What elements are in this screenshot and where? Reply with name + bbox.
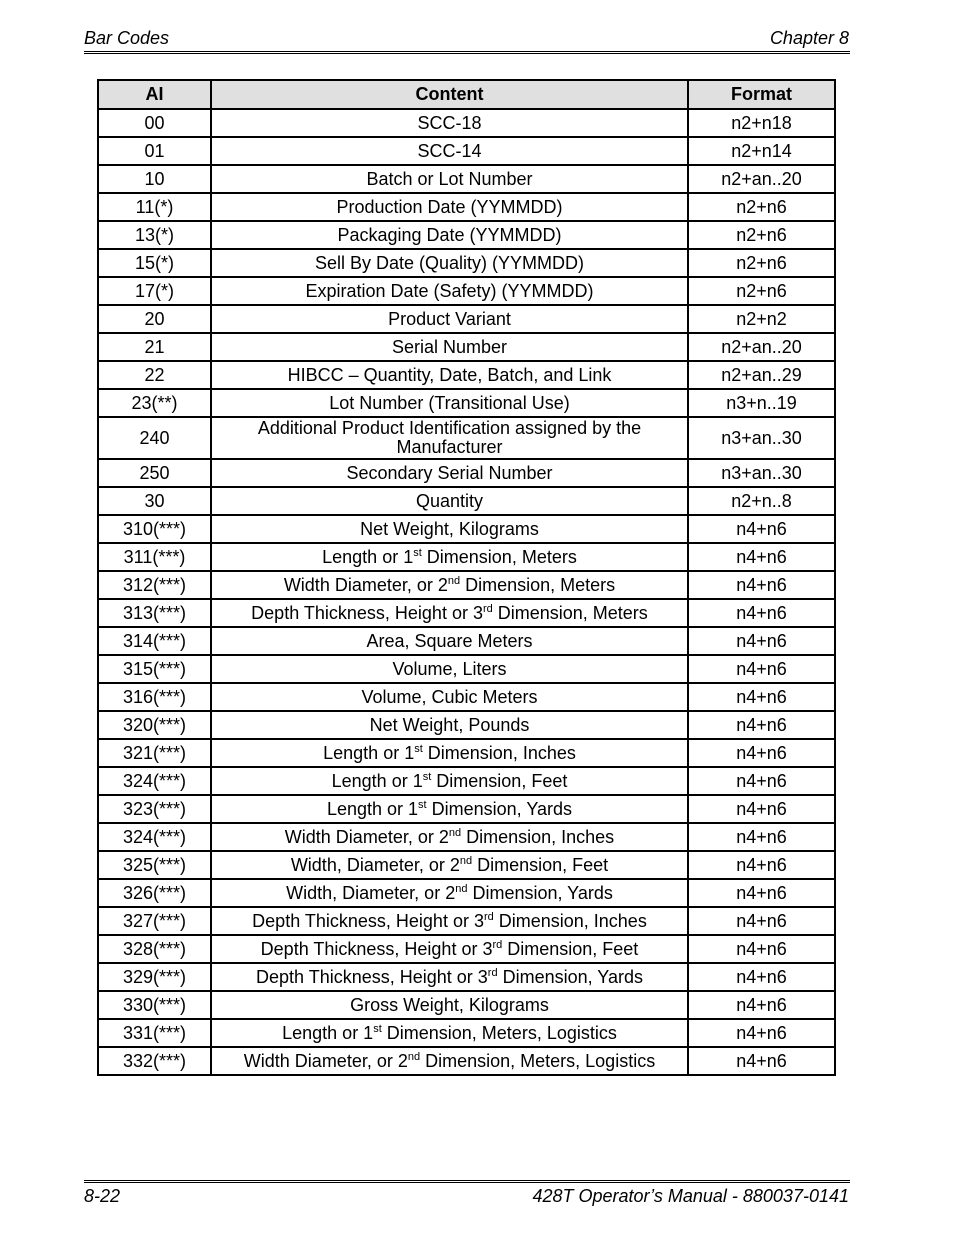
content-text: SCC-18 — [417, 112, 482, 133]
format-cell: n4+n6 — [688, 683, 835, 711]
table-row — [98, 333, 835, 361]
content-text: HIBCC – Quantity, Date, Batch, and Link — [287, 364, 612, 385]
format-cell: n4+n6 — [688, 627, 835, 655]
table-row — [98, 795, 835, 823]
table-row — [98, 277, 835, 305]
ai-cell: 329(***) — [98, 963, 211, 991]
manual-title: 428T Operator’s Manual - 880037-0141 — [532, 1186, 849, 1206]
content-text: Secondary Serial Number — [346, 462, 553, 483]
ai-cell: 01 — [98, 137, 211, 165]
ordinal-suffix: rd — [487, 966, 498, 979]
ai-cell: 22 — [98, 361, 211, 389]
content-text: Quantity — [415, 490, 484, 511]
table-row — [98, 879, 835, 907]
ai-cell: 10 — [98, 165, 211, 193]
table-row — [98, 487, 835, 515]
content-cell — [211, 879, 688, 907]
ai-cell: 240 — [98, 417, 211, 459]
ai-cell: 332(***) — [98, 1047, 211, 1075]
content-cell — [211, 543, 688, 571]
ai-cell: 30 — [98, 487, 211, 515]
ordinal-suffix: rd — [482, 602, 493, 615]
table-row — [98, 389, 835, 417]
table-row — [98, 655, 835, 683]
content-cell — [211, 277, 688, 305]
ordinal-suffix: nd — [448, 826, 462, 839]
content-cell — [211, 459, 688, 487]
table-row — [98, 991, 835, 1019]
content-cell — [211, 165, 688, 193]
table-row — [98, 221, 835, 249]
content-cell — [211, 1047, 688, 1075]
column-header-content: Content — [211, 80, 688, 109]
content-text-after: Dimension, Meters — [492, 602, 648, 623]
ordinal-suffix: st — [373, 1022, 382, 1035]
content-text: Net Weight, Kilograms — [360, 518, 539, 539]
content-text: Net Weight, Pounds — [369, 714, 530, 735]
column-header-format: Format — [688, 80, 835, 109]
format-cell: n4+n6 — [688, 851, 835, 879]
ai-cell: 325(***) — [98, 851, 211, 879]
ai-cell: 327(***) — [98, 907, 211, 935]
content-cell — [211, 1019, 688, 1047]
format-cell: n2+an..20 — [688, 333, 835, 361]
table-row — [98, 305, 835, 333]
content-text: Width Diameter, or 2 — [243, 1050, 408, 1071]
content-text-after: Dimension, Yards — [497, 966, 643, 987]
format-cell: n2+n6 — [688, 193, 835, 221]
ai-cell: 328(***) — [98, 935, 211, 963]
page-number: 8-22 — [84, 1186, 121, 1206]
content-text: Length or 1 — [282, 1022, 374, 1043]
running-header-left: Bar Codes — [84, 28, 170, 48]
format-cell: n4+n6 — [688, 879, 835, 907]
content-cell — [211, 683, 688, 711]
ai-cell: 314(***) — [98, 627, 211, 655]
content-text: Depth Thickness, Height or 3 — [260, 938, 493, 959]
ai-cell: 13(*) — [98, 221, 211, 249]
ai-cell: 326(***) — [98, 879, 211, 907]
content-cell — [211, 487, 688, 515]
ai-cell: 00 — [98, 109, 211, 137]
content-cell — [211, 515, 688, 543]
content-text-after: Dimension, Meters, Logistics — [381, 1022, 617, 1043]
ordinal-suffix: nd — [455, 882, 468, 895]
ordinal-suffix: nd — [447, 574, 461, 587]
content-text: Depth Thickness, Height or 3 — [252, 910, 484, 931]
format-cell: n4+n6 — [688, 655, 835, 683]
content-text: Expiration Date (Safety) (YYMMDD) — [305, 280, 594, 301]
table-row — [98, 739, 835, 767]
ordinal-suffix: rd — [492, 938, 503, 951]
content-text: Width Diameter, or 2 — [283, 574, 448, 595]
content-cell — [211, 221, 688, 249]
content-text: Width, Diameter, or 2 — [290, 854, 460, 875]
content-cell — [211, 249, 688, 277]
content-cell — [211, 137, 688, 165]
ai-cell: 21 — [98, 333, 211, 361]
ai-cell: 323(***) — [98, 795, 211, 823]
content-cell — [211, 739, 688, 767]
format-cell: n4+n6 — [688, 823, 835, 851]
format-cell: n2+n..8 — [688, 487, 835, 515]
content-cell — [211, 823, 688, 851]
format-cell: n4+n6 — [688, 907, 835, 935]
content-cell — [211, 417, 688, 459]
content-cell — [211, 193, 688, 221]
content-text: Batch or Lot Number — [366, 168, 533, 189]
header-rule — [84, 51, 850, 54]
format-cell: n4+n6 — [688, 571, 835, 599]
content-text: Volume, Liters — [392, 658, 507, 679]
content-text: Gross Weight, Kilograms — [350, 994, 549, 1015]
format-cell: n4+n6 — [688, 515, 835, 543]
content-text: Length or 1 — [323, 742, 415, 763]
table-row — [98, 109, 835, 137]
ai-cell: 15(*) — [98, 249, 211, 277]
table-row — [98, 515, 835, 543]
format-cell: n2+n6 — [688, 277, 835, 305]
format-cell: n4+n6 — [688, 739, 835, 767]
content-cell — [211, 305, 688, 333]
content-text: Sell By Date (Quality) (YYMMDD) — [314, 252, 585, 273]
ai-cell: 324(***) — [98, 823, 211, 851]
content-cell — [211, 851, 688, 879]
content-text: Product Variant — [388, 308, 511, 329]
content-text-after: Dimension, Meters, Logistics — [420, 1050, 656, 1071]
table-row — [98, 851, 835, 879]
format-cell: n2+n18 — [688, 109, 835, 137]
format-cell: n4+n6 — [688, 991, 835, 1019]
content-cell — [211, 571, 688, 599]
format-cell: n4+n6 — [688, 935, 835, 963]
content-cell — [211, 963, 688, 991]
ai-cell: 313(***) — [98, 599, 211, 627]
content-text: Width, Diameter, or 2 — [286, 882, 456, 903]
ai-table — [97, 79, 836, 1076]
table-row — [98, 361, 835, 389]
format-cell: n3+n..19 — [688, 389, 835, 417]
table-row — [98, 823, 835, 851]
content-cell — [211, 711, 688, 739]
content-text: Additional Product Identification assigned by the — [257, 418, 642, 438]
content-text: Production Date (YYMMDD) — [336, 196, 563, 217]
ai-cell: 320(***) — [98, 711, 211, 739]
table-row — [98, 1019, 835, 1047]
format-cell: n3+an..30 — [688, 459, 835, 487]
format-cell: n4+n6 — [688, 1047, 835, 1075]
table-row — [98, 543, 835, 571]
ai-cell: 324(***) — [98, 767, 211, 795]
ordinal-suffix: nd — [407, 1050, 421, 1063]
format-cell: n4+n6 — [688, 543, 835, 571]
format-cell: n4+n6 — [688, 767, 835, 795]
content-cell — [211, 767, 688, 795]
table-row — [98, 193, 835, 221]
content-text: Length or 1 — [322, 546, 414, 567]
content-text-after: Dimension, Meters — [460, 574, 616, 595]
ai-cell: 310(***) — [98, 515, 211, 543]
content-cell — [211, 991, 688, 1019]
ordinal-suffix: nd — [459, 854, 473, 867]
content-text-after: Dimension, Yards — [467, 882, 613, 903]
table-row — [98, 767, 835, 795]
content-text: Length or 1 — [331, 770, 423, 791]
table-row — [98, 417, 835, 459]
ai-cell: 315(***) — [98, 655, 211, 683]
content-cell — [211, 627, 688, 655]
format-cell: n2+an..20 — [688, 165, 835, 193]
content-text: Depth Thickness, Height or 3 — [256, 966, 488, 987]
content-text: Serial Number — [391, 336, 508, 357]
content-text: Length or 1 — [326, 798, 419, 819]
format-cell: n2+an..29 — [688, 361, 835, 389]
content-text-after: Dimension, Feet — [472, 854, 609, 875]
content-text: SCC-14 — [417, 140, 482, 161]
format-cell: n4+n6 — [688, 963, 835, 991]
table-row — [98, 165, 835, 193]
table-row — [98, 711, 835, 739]
content-text: Area, Square Meters — [366, 630, 533, 651]
content-cell — [211, 599, 688, 627]
content-cell — [211, 655, 688, 683]
content-text: Packaging Date (YYMMDD) — [337, 224, 562, 245]
content-cell — [211, 389, 688, 417]
ai-cell: 321(***) — [98, 739, 211, 767]
table-row — [98, 1047, 835, 1075]
format-cell: n4+n6 — [688, 599, 835, 627]
column-header-ai: AI — [98, 80, 211, 109]
ai-cell: 311(***) — [98, 543, 211, 571]
ai-cell: 250 — [98, 459, 211, 487]
content-text-after: Dimension, Feet — [502, 938, 639, 959]
table-row — [98, 459, 835, 487]
content-text-line2: Manufacturer — [396, 437, 503, 457]
content-text-after: Dimension, Yards — [426, 798, 573, 819]
format-cell: n4+n6 — [688, 711, 835, 739]
table-row — [98, 963, 835, 991]
table-row — [98, 907, 835, 935]
content-cell — [211, 935, 688, 963]
content-cell — [211, 795, 688, 823]
format-cell: n2+n14 — [688, 137, 835, 165]
table-header-row — [98, 80, 835, 109]
ai-cell: 17(*) — [98, 277, 211, 305]
table-row — [98, 599, 835, 627]
content-text-after: Dimension, Feet — [431, 770, 568, 791]
format-cell: n2+n6 — [688, 249, 835, 277]
ai-cell: 331(***) — [98, 1019, 211, 1047]
ordinal-suffix: st — [414, 742, 423, 755]
content-cell — [211, 361, 688, 389]
content-text-after: Dimension, Meters — [421, 546, 577, 567]
format-cell: n2+n6 — [688, 221, 835, 249]
content-text-after: Dimension, Inches — [461, 826, 615, 847]
ai-cell: 316(***) — [98, 683, 211, 711]
table-row — [98, 571, 835, 599]
footer-rule — [84, 1180, 850, 1183]
content-text: Width Diameter, or 2 — [284, 826, 449, 847]
table-row — [98, 683, 835, 711]
ai-cell: 20 — [98, 305, 211, 333]
running-header-right: Chapter 8 — [769, 28, 849, 48]
content-text: Lot Number (Transitional Use) — [329, 392, 570, 413]
content-text-after: Dimension, Inches — [493, 910, 647, 931]
ai-cell: 11(*) — [98, 193, 211, 221]
format-cell: n3+an..30 — [688, 417, 835, 459]
ordinal-suffix: rd — [483, 910, 494, 923]
ordinal-suffix: st — [418, 798, 427, 811]
content-text-after: Dimension, Inches — [422, 742, 576, 763]
ordinal-suffix: st — [413, 546, 422, 559]
table-row — [98, 249, 835, 277]
content-cell — [211, 109, 688, 137]
ai-cell: 23(**) — [98, 389, 211, 417]
format-cell: n4+n6 — [688, 795, 835, 823]
table-row — [98, 137, 835, 165]
content-text: Volume, Cubic Meters — [361, 686, 538, 707]
table-row — [98, 935, 835, 963]
format-cell: n4+n6 — [688, 1019, 835, 1047]
format-cell: n2+n2 — [688, 305, 835, 333]
ai-cell: 312(***) — [98, 571, 211, 599]
content-text: Depth Thickness, Height or 3 — [251, 602, 483, 623]
ordinal-suffix: st — [422, 770, 432, 783]
content-cell — [211, 333, 688, 361]
table-row — [98, 627, 835, 655]
content-cell — [211, 907, 688, 935]
ai-cell: 330(***) — [98, 991, 211, 1019]
